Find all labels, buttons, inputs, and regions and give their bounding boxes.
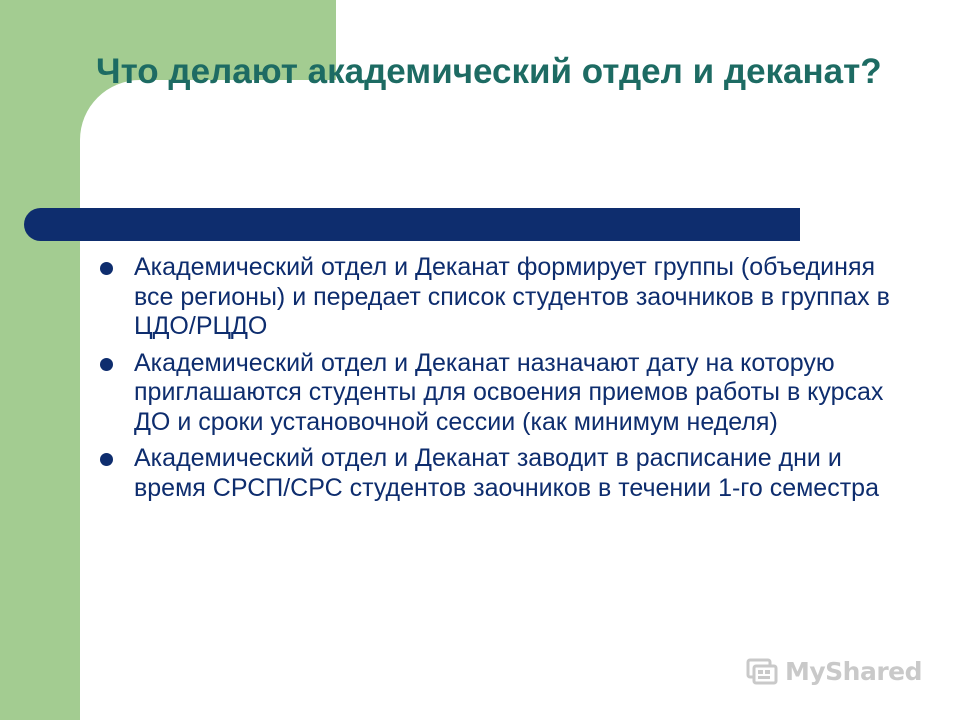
bullet-item-1 [100,253,900,342]
bullet-text: Академический отдел и Деканат назначают дату на которую приглашаются студенты для освоения приемов работы в курсах ДО и сроки установочной сессии (как минимум неделя) [134,348,884,436]
myshared-watermark [745,656,922,686]
bullet-text: Академический отдел и Деканат формирует группы (объединяя все регионы) и передает список студентов заочников в группах в ЦДО/РЦДО [134,253,890,340]
myshared-logo-icon [745,656,779,686]
bullet-dot-icon [100,358,113,371]
bullet-item-3 [100,444,900,503]
watermark-text: MyShared [784,656,922,686]
bullet-text: Академический отдел и Деканат заводит в расписание дни и время СРСП/СРС студентов заочников в течении 1-го семестра [134,444,879,502]
bullet-dot-icon [100,262,113,275]
title-divider-bar [24,208,800,241]
slide-title: Что делают академический отдел и деканат? [96,52,882,91]
bullet-list [100,253,900,510]
bullet-item-2 [100,349,900,438]
bullet-dot-icon [100,453,113,466]
